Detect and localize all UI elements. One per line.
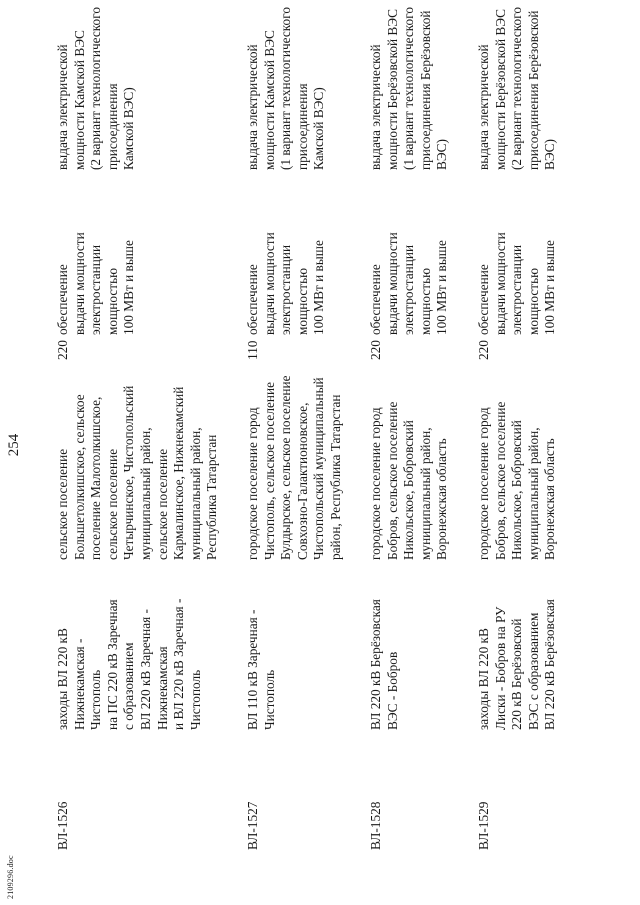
object-location: городское поселение город Бобров, сельское поселение Никольское, Бобровский муниципальный район, Воронежская область (476, 401, 558, 560)
object-location: сельское поселение Большетолкишское, сельское поселение Малотолкишское, сельское поселение Четырчинское, Чистопольский муниципальный район, сельское поселение Кармалинское, Нижнекамский муниципальный район, Республика Татарстан (55, 385, 220, 560)
object-id: ВЛ-1527 (245, 801, 260, 850)
object-location: городское поселение город Бобров, сельское поселение Никольское, Бобровский муниципальный район, Воронежская область (368, 401, 450, 560)
object-id: ВЛ-1526 (55, 801, 70, 850)
object-purpose: обеспечение выдачи мощности электростанции мощностью 100 МВт и выше (476, 232, 558, 335)
object-name: ВЛ 220 кВ Берёзовская ВЭС - Бобров (368, 599, 400, 730)
file-code: 2109296.doc (6, 855, 15, 899)
object-purpose: обеспечение выдачи мощности электростанции мощностью 100 МВт и выше (245, 232, 327, 335)
object-voltage: 220 (55, 340, 70, 360)
object-id: ВЛ-1529 (476, 801, 491, 850)
object-name: заходы ВЛ 220 кВ Лиски - Бобров на РУ 220 кВ Берёзовской ВЭС с образованием ВЛ 220 кВ Берёзовская (476, 599, 558, 730)
object-name: ВЛ 110 кВ Заречная - Чистополь (245, 609, 277, 730)
object-note: выдача электрической мощности Камской ВЭС (1 вариант технологического присоединения Камской ВЭС) (245, 7, 327, 170)
object-voltage: 220 (368, 340, 383, 360)
object-note: выдача электрической мощности Камской ВЭС (2 вариант технологического присоединения Камской ВЭС) (55, 7, 137, 170)
object-id: ВЛ-1528 (368, 801, 383, 850)
object-voltage: 110 (245, 340, 260, 360)
object-note: выдача электрической мощности Берёзовской ВЭС (1 вариант технологического присоединения Берёзовской ВЭС) (368, 7, 450, 170)
object-location: городское поселение город Чистополь, сельское поселение Булдырское, сельское поселение Совхозно-Галактионовское, Чистопольский муниципальный район, Республика Татарстан (245, 375, 343, 560)
object-purpose: обеспечение выдачи мощности электростанции мощностью 100 МВт и выше (55, 232, 137, 335)
object-note: выдача электрической мощности Берёзовской ВЭС (2 вариант технологического присоединения Берёзовской ВЭС) (476, 7, 558, 170)
object-voltage: 220 (476, 340, 491, 360)
object-name: заходы ВЛ 220 кВ Нижнекамская - Чистополь на ПС 220 кВ Заречная с образованием ВЛ 220 кВ Заречная - Нижнекамская и ВЛ 220 кВ Заречная - Чистополь (55, 598, 203, 730)
object-purpose: обеспечение выдачи мощности электростанции мощностью 100 МВт и выше (368, 232, 450, 335)
page-number: 254 (6, 433, 22, 457)
